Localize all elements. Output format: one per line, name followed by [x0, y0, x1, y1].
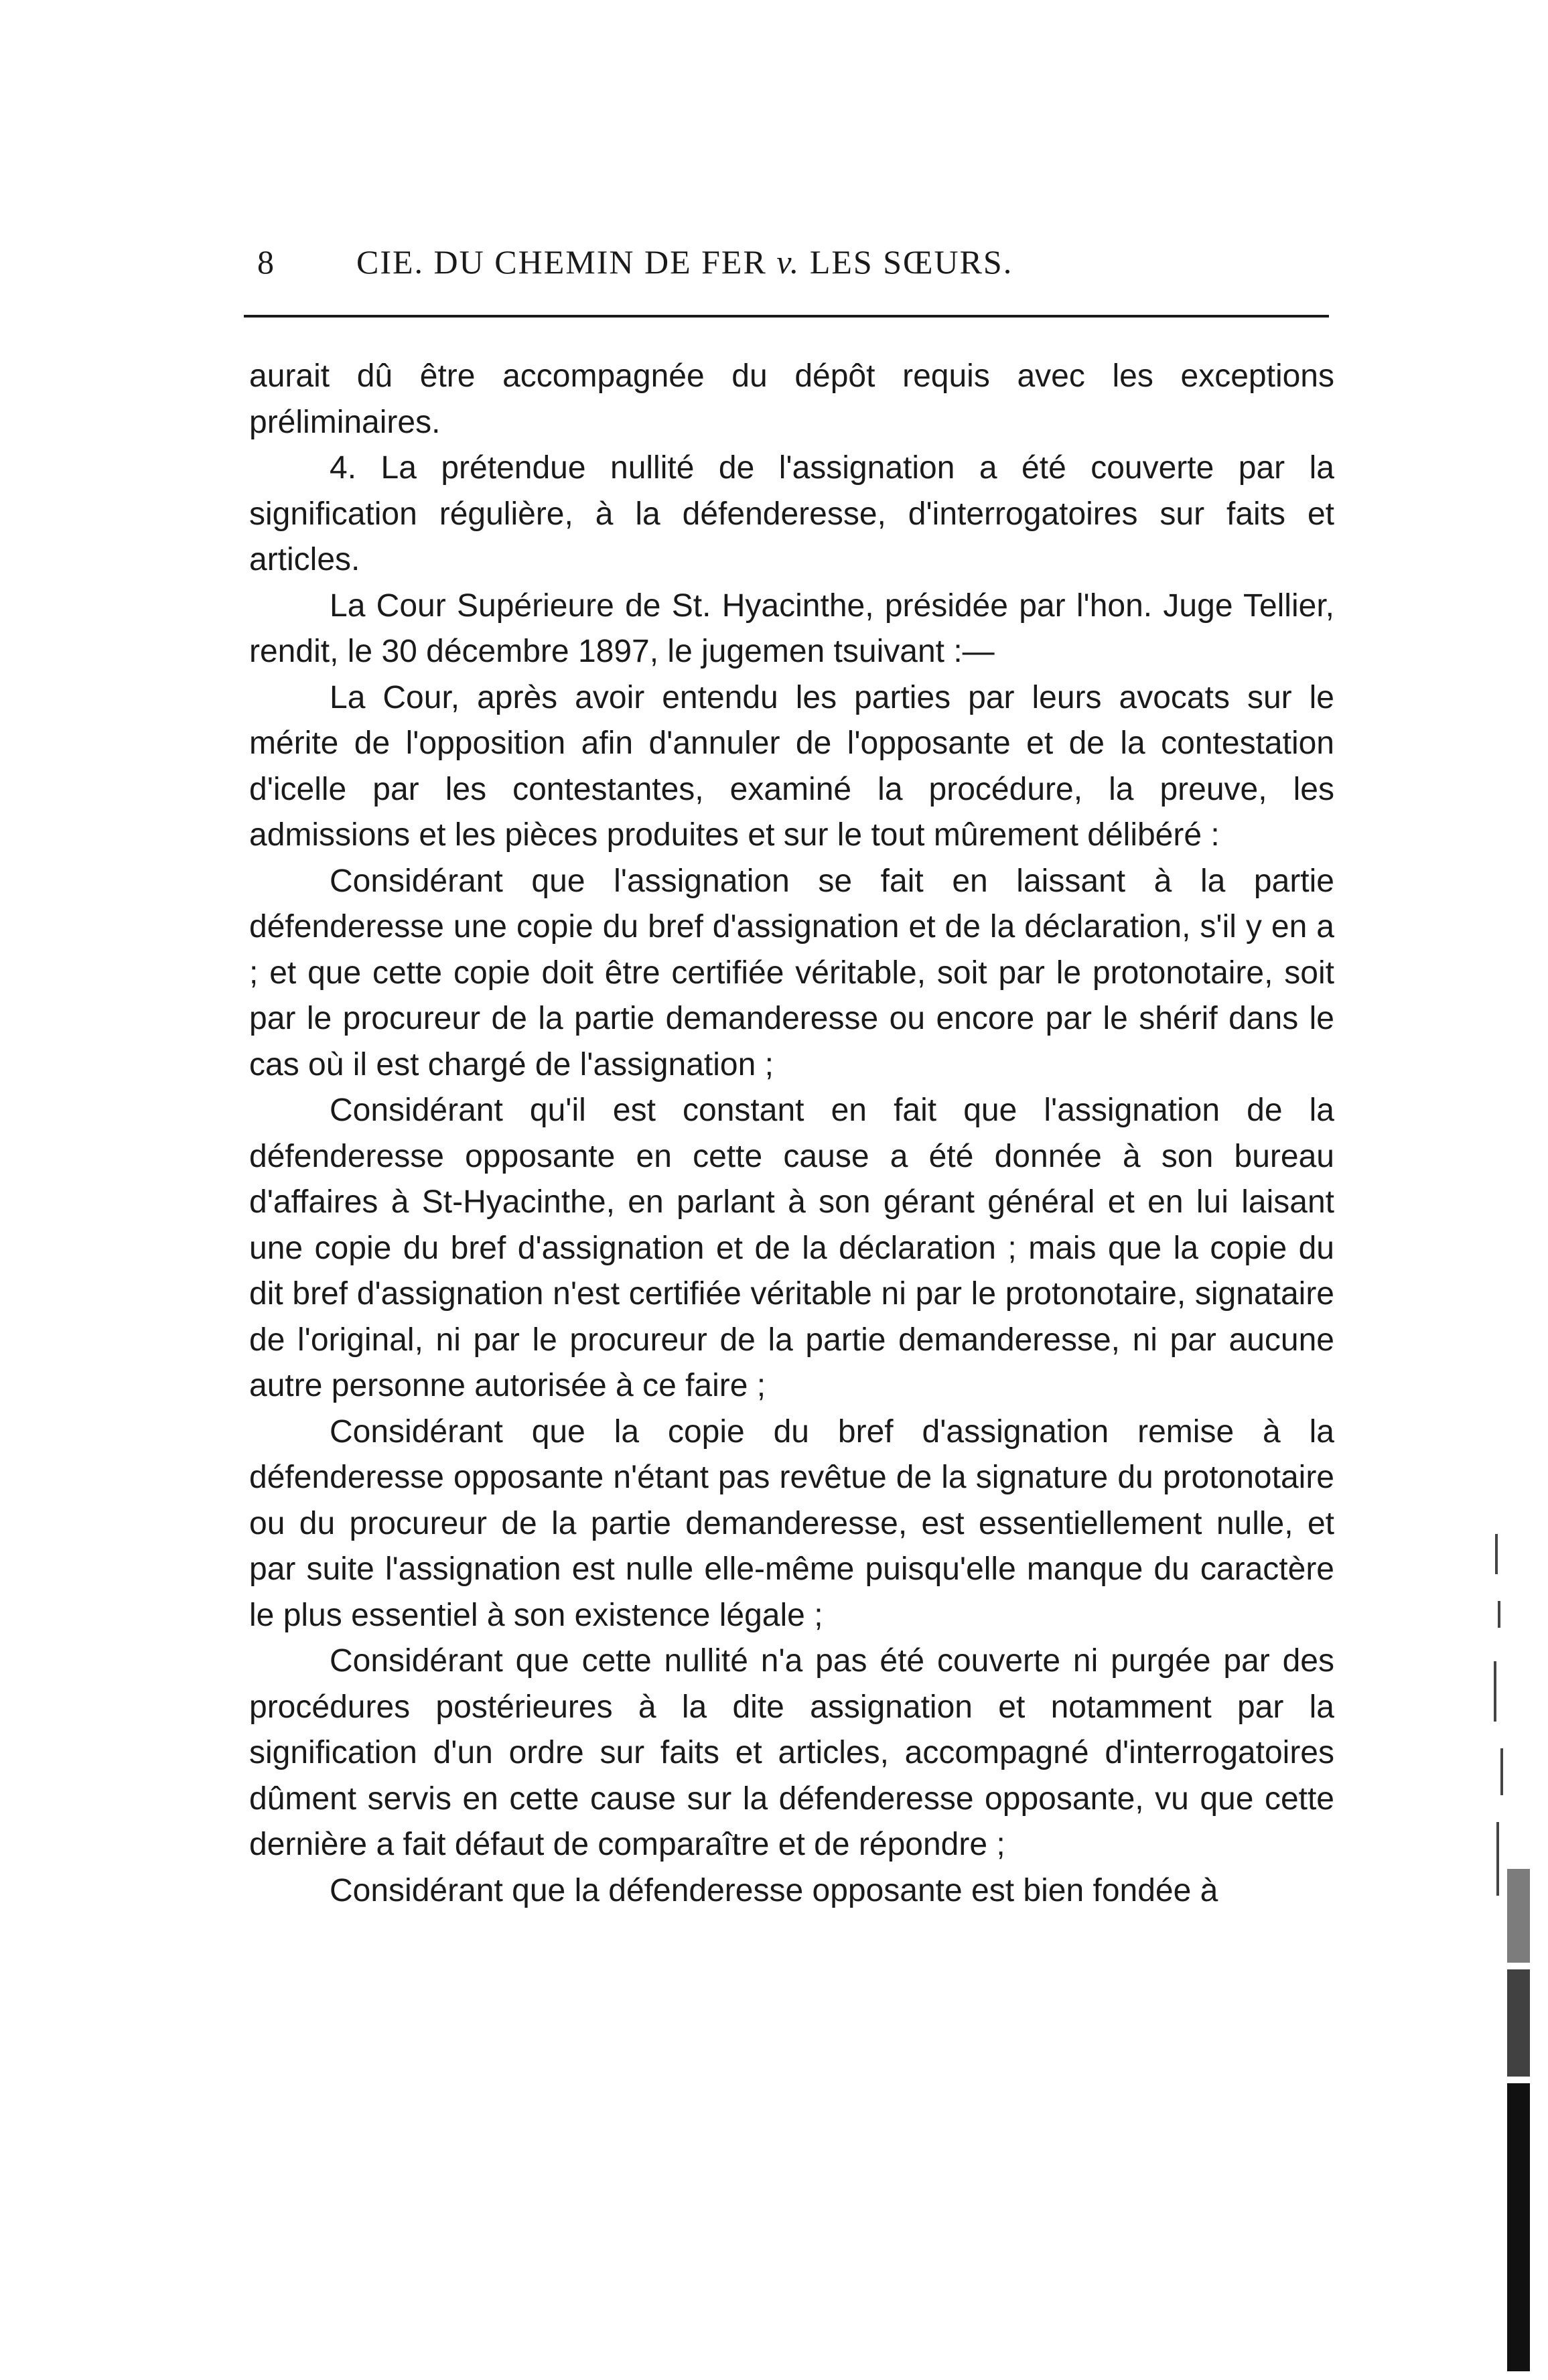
page-number: 8 — [257, 243, 275, 281]
paragraph: Considérant que l'assignation se fait en laissant à la partie défenderesse une copie du bref d'assignation et de la déclaration, s'il y en a ; et que cette copie doit être certifiée véritable, soit par le protonotaire, soit par le procureur de la partie demanderesse ou encore par le shérif dans le cas où il est chargé de l'assignation ; — [249, 863, 1334, 1082]
running-head-part1: CIE. DU CHEMIN DE FER — [356, 243, 777, 281]
running-head-part2: LES SŒURS. — [800, 243, 1013, 281]
paragraph: La Cour Supérieure de St. Hyacinthe, présidée par l'hon. Juge Tellier, rendit, le 30 décembre 1897, le jugemen tsuivant :— — [249, 587, 1334, 669]
page-header — [249, 242, 1328, 289]
header-rule — [244, 315, 1329, 318]
body-text — [249, 354, 1334, 1914]
paragraph: Considérant que la défenderesse opposante est bien fondée à — [330, 1872, 1218, 1908]
running-head-versus: v. — [776, 243, 800, 281]
paragraph: La Cour, après avoir entendu les parties par leurs avocats sur le mérite de l'opposition afin d'annuler de l'opposante et de la contestation d'icelle par les contestantes, examiné la procédure, la preuve, les admissions et les pièces produites et sur le tout mûrement délibéré : — [249, 679, 1334, 853]
paragraph: Considérant qu'il est constant en fait que l'assignation de la défenderesse opposante en cette cause a été donnée à son bureau d'affaires à St-Hyacinthe, en parlant à son gérant général et en lui laisant une copie du bref d'assignation et de la déclaration ; mais que la copie du dit bref d'assignation n'est certifiée véritable ni par le protonotaire, signataire de l'original, ni par le procureur de la partie demanderesse, ni par aucune autre personne autorisée à ce faire ; — [249, 1093, 1334, 1403]
paragraph: 4. La prétendue nullité de l'assignation a été couverte par la signification régulière, à la défenderesse, d'interrogatoires sur faits et articles. — [249, 450, 1334, 577]
scan-edge-artifact — [1491, 1507, 1531, 2378]
paragraph: Considérant que la copie du bref d'assignation remise à la défenderesse opposante n'étant pas revêtue de la signature du protonotaire ou du procureur de la partie demanderesse, est essentiellement nulle, et par suite l'assignation est nulle elle-même puisqu'elle manque du caractère le plus essentiel à son existence légale ; — [249, 1413, 1334, 1633]
paragraph: Considérant que cette nullité n'a pas été couverte ni purgée par des procédures postérieures à la dite assignation et notamment par la signification d'un ordre sur faits et articles, accompagné d'interrogatoires dûment servis en cette cause sur la défenderesse opposante, vu que cette dernière a fait défaut de comparaître et de répondre ; — [249, 1643, 1334, 1862]
paragraph: aurait dû être accompagnée du dépôt requis avec les exceptions préliminaires. — [249, 358, 1334, 440]
running-head — [356, 242, 1013, 281]
